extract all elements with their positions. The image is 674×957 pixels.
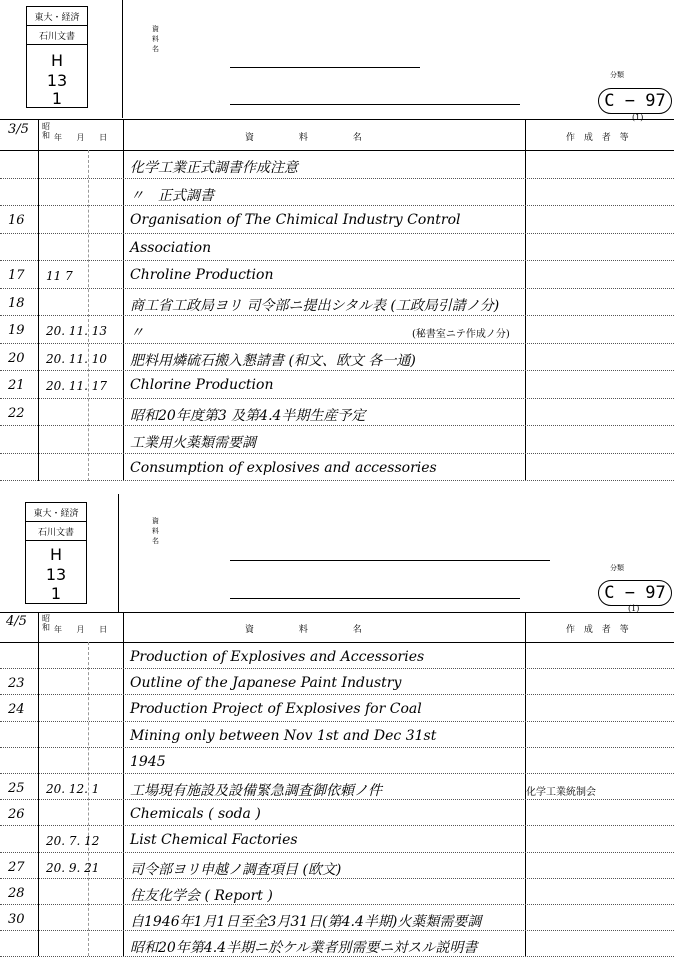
row-rule — [0, 694, 674, 695]
row-rule — [0, 747, 674, 748]
item-title: Consumption of explosives and accessories — [130, 459, 437, 476]
stamp-box — [26, 6, 88, 108]
row-rule — [0, 178, 674, 179]
row-rule — [0, 904, 674, 905]
item-title: 住友化学会 ( Report ) — [130, 887, 273, 904]
stamp-label-university: 東大・経済 — [34, 13, 80, 23]
header-showa: 昭和 — [42, 614, 50, 632]
stamp-value-box: 13 — [46, 71, 68, 90]
row-rule — [0, 260, 674, 261]
item-number: 27 — [8, 859, 25, 875]
item-number: 16 — [8, 213, 25, 228]
reference-sub: (1) — [628, 604, 640, 613]
item-number: 20 — [8, 350, 25, 366]
row-rule — [0, 233, 674, 234]
item-date: 20. 7. 12 — [46, 834, 100, 849]
row-rule — [0, 480, 674, 481]
page-fraction: 3/5 — [8, 122, 29, 137]
item-number: 19 — [8, 323, 25, 338]
header-title: 資 料 名 — [245, 133, 365, 143]
row-rule — [0, 721, 674, 722]
header-ymd: 年 月 日 — [54, 625, 114, 634]
bunrui-label: 分類 — [610, 564, 624, 572]
item-title: 1945 — [130, 753, 166, 770]
row-rule — [0, 773, 674, 774]
item-title: Association — [130, 239, 212, 256]
item-date: 20. 12. 1 — [46, 782, 100, 796]
item-title: 化学工業正式調書作成注意 — [130, 160, 298, 176]
header-showa: 昭和 — [42, 122, 50, 140]
item-title: Chlorine Production — [130, 377, 274, 393]
label-shiryo-mei: 資料名 — [152, 517, 159, 545]
item-title: 〃 — [130, 325, 144, 341]
item-title: Production Project of Explosives for Coal — [130, 701, 422, 718]
row-rule — [0, 205, 674, 206]
item-number: 28 — [8, 885, 25, 901]
item-number: 23 — [8, 676, 25, 692]
header-author: 作 成 者 等 — [566, 133, 632, 143]
stamp-value-series: H — [49, 545, 63, 564]
reference-number: C − 97 — [598, 580, 672, 606]
stamp-value-folder: 1 — [50, 584, 62, 603]
reference-sub: (1) — [632, 113, 644, 122]
item-title: 〃 正式調書 — [130, 187, 214, 204]
item-number: 21 — [8, 378, 25, 393]
stamp-value-folder: 1 — [51, 89, 63, 108]
bunrui-label: 分類 — [610, 71, 624, 79]
item-title: List Chemical Factories — [130, 832, 298, 849]
item-title: 商工省工政局ヨリ 司令部ニ提出シタル表 (工政局引請ノ分) — [130, 297, 500, 314]
item-number: 22 — [8, 405, 25, 421]
item-title: 工業用火薬類需要調 — [130, 435, 256, 451]
item-number: 24 — [8, 702, 25, 718]
item-title: Chemicals ( soda ) — [130, 806, 261, 823]
stamp-label-collection: 石川文書 — [37, 528, 74, 538]
row-rule — [0, 453, 674, 454]
item-title: Organisation of The Chimical Industry Control — [130, 212, 461, 228]
stamp-value-box: 13 — [45, 565, 67, 584]
header-title: 資 料 名 — [245, 625, 365, 635]
header-author: 作 成 者 等 — [566, 625, 632, 635]
header-ymd: 年 月 日 — [54, 133, 114, 142]
row-rule — [0, 343, 674, 344]
stamp-label-collection: 石川文書 — [38, 32, 75, 42]
item-title: 自1946年1月1日至全3月31日(第4.4半期)火薬類需要調 — [130, 914, 482, 930]
item-title: Production of Explosives and Accessories — [130, 649, 425, 665]
row-rule — [0, 370, 674, 371]
item-number: 17 — [8, 268, 25, 283]
item-author: (秘書室ニテ作成ノ分) — [412, 329, 510, 340]
label-shiryo-mei: 資料名 — [152, 25, 159, 53]
row-rule — [0, 398, 674, 399]
stamp-label-university: 東大・経済 — [33, 509, 79, 519]
page-fraction: 4/5 — [6, 614, 27, 629]
item-number: 26 — [8, 807, 25, 823]
item-number: 25 — [8, 781, 25, 796]
stamp-box — [25, 502, 87, 604]
row-rule — [0, 288, 674, 289]
reference-number: C − 97 — [598, 88, 672, 114]
item-title: Outline of the Japanese Paint Industry — [130, 675, 402, 692]
item-title: 肥料用燐硫石搬入懇請書 (和文、欧文 各一通) — [130, 352, 416, 369]
item-title: 昭和20年第4.4半期ニ於ケル業者別需要ニ対スル説明書 — [130, 940, 478, 957]
item-title: 昭和20年度第3 及第4.4半期生産予定 — [130, 407, 366, 424]
row-rule — [0, 852, 674, 853]
item-title: Chroline Production — [130, 267, 274, 283]
item-author: 化学工業統制会 — [526, 787, 596, 798]
stamp-value-series: H — [50, 51, 64, 70]
item-title: 司令部ヨリ申越ノ調査項目 (欧文) — [130, 861, 342, 878]
item-number: 18 — [8, 295, 25, 311]
item-date: 20. 11. 10 — [46, 351, 108, 366]
item-date: 20. 9. 21 — [46, 860, 100, 875]
row-rule — [0, 825, 674, 826]
item-title: Mining only between Nov 1st and Dec 31st — [130, 727, 437, 744]
row-rule — [0, 315, 674, 316]
item-date: 20. 11. 17 — [46, 379, 108, 393]
row-rule — [0, 425, 674, 426]
item-date: 11 7 — [46, 269, 73, 283]
item-date: 20. 11. 13 — [46, 324, 108, 338]
item-number: 30 — [8, 912, 25, 927]
row-rule — [0, 668, 674, 669]
item-title: 工場現有施設及設備緊急調査御依頼ノ件 — [130, 783, 382, 799]
